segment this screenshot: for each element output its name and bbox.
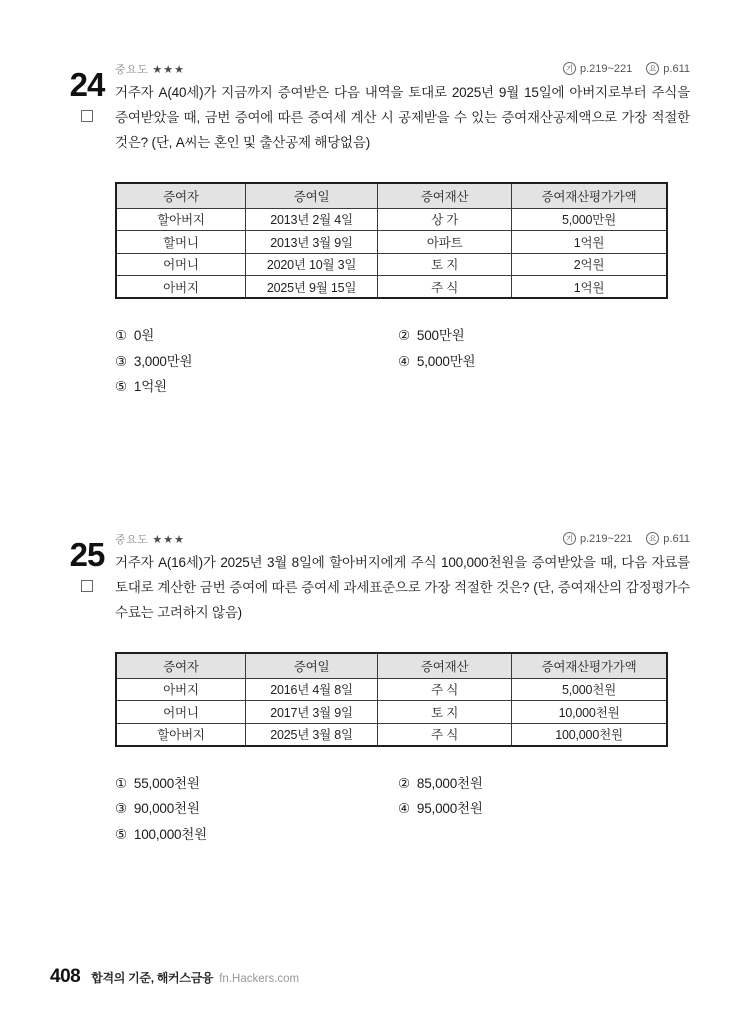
page-references <box>563 62 690 75</box>
option-1 <box>115 324 398 349</box>
question-24-gutter <box>62 68 112 127</box>
question-meta <box>115 530 690 547</box>
option-5-marker: ⑤ <box>115 826 127 842</box>
cell-date: 2013년 2월 4일 <box>245 208 377 231</box>
cell-property: 주 식 <box>378 678 512 701</box>
table-header-row <box>116 183 667 208</box>
option-4-text: 5,000만원 <box>416 353 476 369</box>
cell-giver: 아버지 <box>116 276 245 299</box>
cell-date: 2020년 10월 3일 <box>245 253 377 276</box>
ref-basic-book <box>563 62 632 75</box>
question-25 <box>62 530 690 847</box>
option-2-text: 85,000천원 <box>416 775 483 791</box>
ref-summary-book <box>646 62 690 75</box>
option-5-text: 1억원 <box>133 379 167 394</box>
table-row <box>116 276 667 299</box>
option-2-marker: ② <box>398 328 410 343</box>
table-row <box>116 678 667 701</box>
cell-date: 2025년 9월 15일 <box>245 276 377 299</box>
review-checkbox <box>81 580 93 592</box>
option-1-marker: ① <box>115 775 127 791</box>
cell-date: 2013년 3월 9일 <box>245 231 377 254</box>
gift-history-table <box>115 182 668 299</box>
cell-giver: 할아버지 <box>116 723 245 746</box>
question-meta <box>115 60 690 77</box>
question-text: 거주자 A(16세)가 2025년 3월 8일에 할아버지에게 주식 100,000천원을 증여받았을 때, 다음 자료를 토대로 계산한 금번 증여에 따른 증여세 과세표준으로 가장 적절한 것은? (단, 증여재산의 감정평가수수료는 고려하지 않음) <box>115 555 690 620</box>
ref-basic-pages: p.219~221 <box>579 532 633 545</box>
ref-summary-pages: p.611 <box>663 532 690 545</box>
option-5-marker: ⑤ <box>115 379 127 394</box>
option-1 <box>115 772 398 797</box>
table-row <box>116 723 667 746</box>
option-3-marker: ③ <box>115 801 127 816</box>
cell-value: 2억원 <box>512 253 667 276</box>
review-checkbox <box>81 110 93 122</box>
question-24-body <box>115 60 690 400</box>
option-3-text: 3,000만원 <box>133 353 193 369</box>
cell-value: 5,000만원 <box>512 208 667 231</box>
ref-basic-pages: p.219~221 <box>579 62 633 75</box>
col-giver: 증여자 <box>116 653 245 678</box>
cell-property: 상 가 <box>378 208 512 231</box>
option-3 <box>115 797 398 822</box>
cell-giver: 아버지 <box>116 678 245 701</box>
question-24 <box>62 60 690 400</box>
page-references <box>563 532 690 545</box>
option-5-text: 100,000천원 <box>133 826 207 842</box>
option-2 <box>398 324 690 349</box>
importance-label: 중요도 <box>115 533 149 546</box>
question-25-body <box>115 530 690 847</box>
option-2-text: 500만원 <box>416 328 465 343</box>
question-number: 24 <box>69 66 105 103</box>
option-3-text: 90,000천원 <box>133 801 200 816</box>
cell-value: 1억원 <box>512 231 667 254</box>
basic-book-icon: 기 <box>563 62 576 75</box>
summary-book-icon: 요 <box>646 532 659 545</box>
question-25-gutter <box>62 538 112 597</box>
importance-rating <box>115 61 185 77</box>
option-5 <box>115 823 398 848</box>
option-3 <box>115 350 398 375</box>
option-3-marker: ③ <box>115 353 127 369</box>
col-giver: 증여자 <box>116 183 245 208</box>
option-2 <box>398 772 690 797</box>
col-appraised-value: 증여재산평가가액 <box>512 653 667 678</box>
cell-date: 2017년 3월 9일 <box>245 701 377 724</box>
cell-value: 1억원 <box>512 276 667 299</box>
gift-history-table <box>115 652 668 747</box>
cell-value: 5,000천원 <box>512 678 667 701</box>
option-4-marker: ④ <box>398 353 410 369</box>
cell-giver: 어머니 <box>116 701 245 724</box>
cell-giver: 어머니 <box>116 253 245 276</box>
col-appraised-value: 증여재산평가가액 <box>512 183 667 208</box>
option-4 <box>398 797 690 822</box>
cell-date: 2016년 4월 8일 <box>245 678 377 701</box>
book-title: 합격의 기준, 해커스금융 <box>91 971 214 985</box>
table-row <box>116 701 667 724</box>
cell-value: 10,000천원 <box>512 701 667 724</box>
table-row <box>116 208 667 231</box>
option-4-text: 95,000천원 <box>416 801 483 816</box>
table-header-row <box>116 653 667 678</box>
importance-rating <box>115 531 185 547</box>
cell-property: 아파트 <box>378 231 512 254</box>
cell-value: 100,000천원 <box>512 723 667 746</box>
cell-property: 토 지 <box>378 701 512 724</box>
answer-options <box>115 772 690 848</box>
question-text: 거주자 A(40세)가 지금까지 증여받은 다음 내역을 토대로 2025년 9월 15일에 아버지로부터 주식을 증여받았을 때, 금번 증여에 따른 증여세 계산 시 공제받을 수 있는 증여재산공제액으로 가장 적절한 것은? (단, A씨는 혼인 및 출산공제 해당없음) <box>115 85 690 150</box>
cell-giver: 할아버지 <box>116 208 245 231</box>
cell-property: 토 지 <box>378 253 512 276</box>
page-number: 408 <box>50 966 81 987</box>
basic-book-icon: 기 <box>563 532 576 545</box>
cell-date: 2025년 3월 8일 <box>245 723 377 746</box>
col-gift-property: 증여재산 <box>378 183 512 208</box>
option-1-text: 0원 <box>133 328 155 343</box>
answer-options <box>115 324 690 400</box>
option-4-marker: ④ <box>398 801 410 816</box>
importance-stars: ★★★ <box>152 63 185 76</box>
option-1-marker: ① <box>115 328 127 343</box>
cell-giver: 할머니 <box>116 231 245 254</box>
table-row <box>116 231 667 254</box>
question-number: 25 <box>69 536 105 573</box>
option-2-marker: ② <box>398 775 410 791</box>
col-gift-date: 증여일 <box>245 183 377 208</box>
option-5 <box>115 375 398 400</box>
website-url: fn.Hackers.com <box>219 973 300 985</box>
option-4 <box>398 350 690 375</box>
ref-basic-book <box>563 532 632 545</box>
importance-stars: ★★★ <box>152 533 185 546</box>
summary-book-icon: 요 <box>646 62 659 75</box>
page-footer <box>50 966 299 988</box>
option-1-text: 55,000천원 <box>133 775 200 791</box>
cell-property: 주 식 <box>378 723 512 746</box>
ref-summary-book <box>646 532 690 545</box>
col-gift-date: 증여일 <box>245 653 377 678</box>
importance-label: 중요도 <box>115 63 149 76</box>
table-row <box>116 253 667 276</box>
ref-summary-pages: p.611 <box>663 62 690 75</box>
col-gift-property: 증여재산 <box>378 653 512 678</box>
cell-property: 주 식 <box>378 276 512 299</box>
